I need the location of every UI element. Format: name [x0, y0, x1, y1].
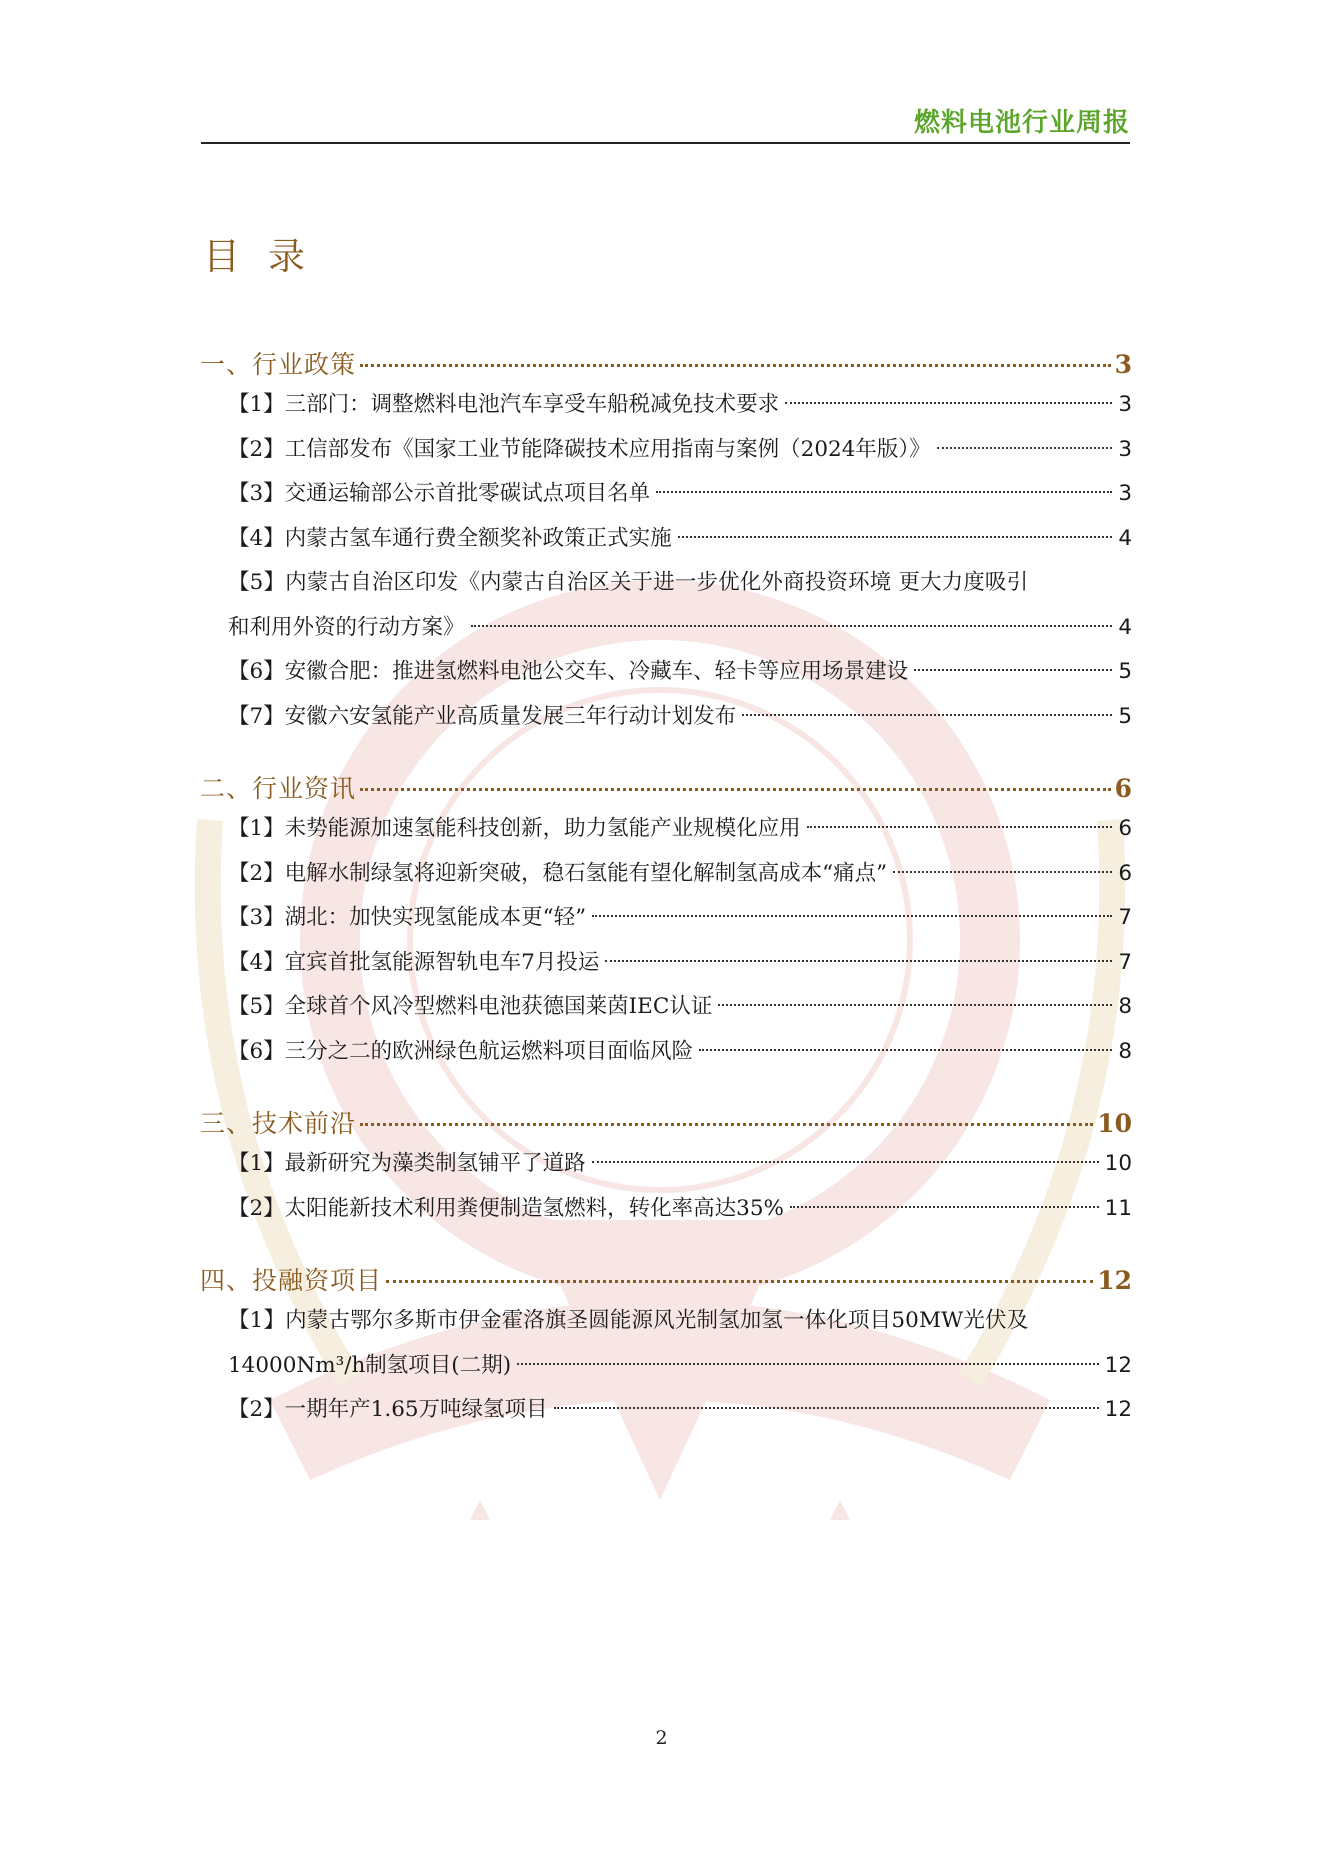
toc-item[interactable] — [200, 472, 1132, 517]
item-page-number: 4 — [1118, 614, 1132, 640]
item-label: 【6】安徽合肥：推进氢燃料电池公交车、冷藏车、轻卡等应用场景建设 — [228, 659, 909, 684]
toc-section-entry[interactable] — [200, 1104, 1132, 1142]
item-label: 【1】三部门：调整燃料电池汽车享受车船税减免技术要求 — [228, 392, 780, 417]
item-page-number: 6 — [1118, 816, 1132, 841]
dot-leader — [914, 669, 1112, 671]
item-label-line1: 【1】内蒙古鄂尔多斯市伊金霍洛旗圣圆能源风光制氢加氢一体化项目50MW光伏及 — [228, 1308, 1029, 1333]
item-label: 【3】交通运输部公示首批零碳试点项目名单 — [228, 481, 651, 506]
item-label: 【7】安徽六安氢能产业高质量发展三年行动计划发布 — [228, 703, 737, 729]
item-label: 【2】一期年产1.65万吨绿氢项目 — [228, 1397, 548, 1422]
dot-leader — [554, 1407, 1099, 1409]
dot-leader — [742, 714, 1112, 716]
item-page-number: 8 — [1118, 994, 1132, 1019]
section-label: 一、行业政策 — [200, 350, 357, 379]
dot-leader — [386, 1280, 1093, 1283]
toc-item[interactable] — [200, 695, 1132, 740]
toc-item[interactable] — [200, 896, 1132, 941]
toc-item[interactable] — [200, 852, 1132, 897]
item-label: 【1】最新研究为藻类制氢铺平了道路 — [228, 1151, 586, 1176]
section-label: 四、投融资项目 — [200, 1266, 383, 1295]
dot-leader — [807, 826, 1113, 828]
section-page-number: 3 — [1114, 350, 1132, 379]
item-page-number: 3 — [1118, 481, 1132, 506]
item-page-number: 8 — [1118, 1038, 1132, 1064]
item-label: 【2】电解水制绿氢将迎新突破，稳石氢能有望化解制氢高成本“痛点” — [228, 860, 888, 886]
dot-leader — [592, 915, 1112, 917]
dot-leader — [893, 871, 1112, 873]
item-label: 【2】工信部发布《国家工业节能降碳技术应用指南与案例（2024年版）》 — [228, 436, 931, 462]
toc-item[interactable] — [200, 1299, 1132, 1388]
toc-section — [200, 1261, 1132, 1433]
dot-leader — [790, 1206, 1099, 1208]
item-label: 【6】三分之二的欧洲绿色航运燃料项目面临风险 — [228, 1038, 694, 1064]
item-page-number: 12 — [1104, 1352, 1132, 1378]
toc-item[interactable] — [200, 1030, 1132, 1075]
dot-leader — [718, 1004, 1112, 1006]
table-of-contents — [200, 345, 1132, 1463]
section-page-number: 12 — [1097, 1266, 1132, 1295]
item-label: 【4】内蒙古氢车通行费全额奖补政策正式实施 — [228, 525, 672, 551]
dot-leader — [937, 447, 1113, 449]
item-page-number: 10 — [1104, 1151, 1132, 1176]
item-page-number: 3 — [1118, 392, 1132, 417]
section-label: 三、技术前沿 — [200, 1109, 357, 1138]
item-page-number: 4 — [1118, 525, 1132, 551]
dot-leader — [656, 491, 1112, 493]
section-label: 二、行业资讯 — [200, 774, 357, 803]
section-page-number: 6 — [1114, 774, 1132, 803]
dot-leader — [605, 960, 1112, 962]
toc-item[interactable] — [200, 1142, 1132, 1187]
report-title: 燃料电池行业周报 — [913, 108, 1130, 138]
page-number: 2 — [655, 1727, 668, 1749]
dot-leader — [360, 1123, 1093, 1126]
item-label: 【2】太阳能新技术利用粪便制造氢燃料，转化率高达35% — [228, 1195, 784, 1221]
item-label-line2: 14000Nm³/h制氢项目(二期) — [228, 1352, 512, 1378]
item-page-number: 7 — [1118, 949, 1132, 975]
toc-section-entry[interactable] — [200, 1261, 1132, 1299]
dot-leader — [517, 1363, 1099, 1365]
toc-section — [200, 345, 1132, 739]
toc-item[interactable] — [200, 517, 1132, 562]
toc-item[interactable] — [200, 561, 1132, 650]
dot-leader — [360, 788, 1111, 791]
dot-leader — [678, 536, 1113, 538]
item-label: 【4】宜宾首批氢能源智轨电车7月投运 — [228, 949, 600, 975]
toc-item[interactable] — [200, 650, 1132, 695]
toc-item[interactable] — [200, 985, 1132, 1030]
dot-leader — [592, 1161, 1099, 1163]
toc-section-entry[interactable] — [200, 769, 1132, 807]
item-label-line1: 【5】内蒙古自治区印发《内蒙古自治区关于进一步优化外商投资环境 更大力度吸引 — [228, 570, 1029, 595]
item-page-number: 3 — [1118, 436, 1132, 462]
item-page-number: 5 — [1118, 659, 1132, 684]
toc-item[interactable] — [200, 1388, 1132, 1433]
item-page-number: 11 — [1104, 1195, 1132, 1221]
item-label: 【1】未势能源加速氢能科技创新，助力氢能产业规模化应用 — [228, 816, 801, 841]
dot-leader — [471, 625, 1113, 627]
item-label: 【3】湖北：加快实现氢能成本更“轻” — [228, 905, 587, 930]
toc-section — [200, 1104, 1132, 1231]
item-page-number: 6 — [1118, 860, 1132, 886]
toc-item[interactable] — [200, 807, 1132, 852]
toc-section — [200, 769, 1132, 1074]
item-label: 【5】全球首个风冷型燃料电池获德国莱茵IEC认证 — [228, 994, 713, 1019]
header-divider — [201, 142, 1130, 144]
toc-item[interactable] — [200, 941, 1132, 986]
section-page-number: 10 — [1097, 1109, 1132, 1138]
toc-section-entry[interactable] — [200, 345, 1132, 383]
toc-item[interactable] — [200, 1187, 1132, 1232]
dot-leader — [360, 364, 1111, 367]
item-page-number: 12 — [1104, 1397, 1132, 1422]
item-page-number: 5 — [1118, 703, 1132, 729]
toc-item[interactable] — [200, 383, 1132, 428]
item-label-line2: 和利用外资的行动方案》 — [228, 614, 465, 640]
toc-heading: 目录 — [203, 235, 333, 278]
dot-leader — [785, 402, 1112, 404]
dot-leader — [699, 1049, 1112, 1051]
item-page-number: 7 — [1118, 905, 1132, 930]
toc-item[interactable] — [200, 428, 1132, 473]
